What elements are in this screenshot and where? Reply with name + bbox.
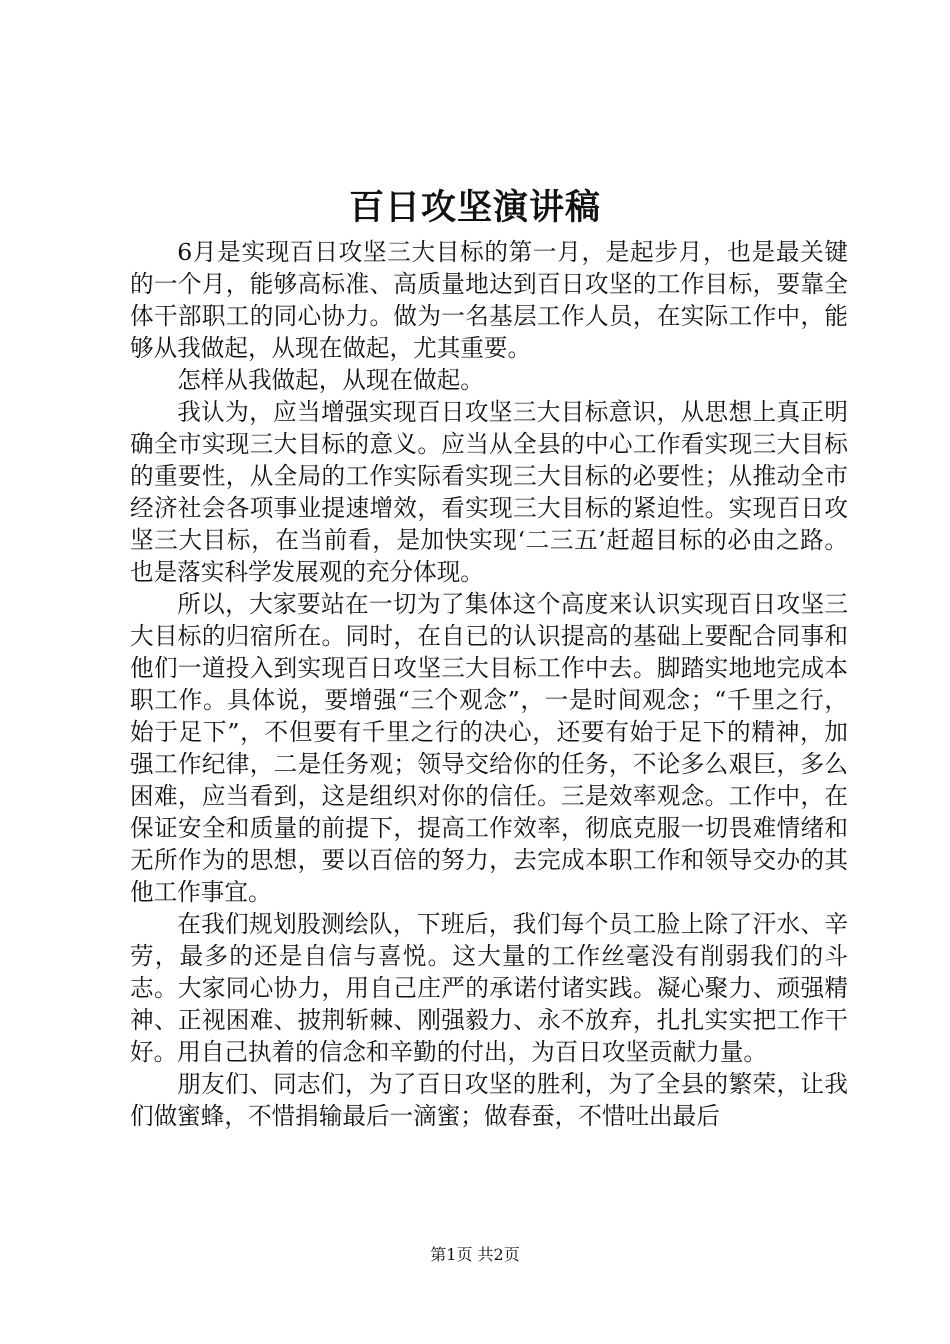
document-title: 百日攻坚演讲稿 — [348, 187, 601, 228]
paragraph-5: 在我们规划股测绘队，下班后，我们每个员工脸上除了汗水、辛劳，最多的还是自信与喜悦。这大量的工作丝毫没有削弱我们的斗志。大家同心协力，用自己庄严的承诺付诸实践。凝心聚力、顽强精神、正视困难、披荆斩棘、刚强毅力、永不放弃，扎扎实实把工作干好。用自己执着的信念和辛勤的付出，为百日攻坚贡献力量。 — [130, 910, 848, 1066]
paragraph-1: 6月是实现百日攻坚三大目标的第一月，是起步月，也是最关键的一个月，能够高标准、高质量地达到百日攻坚的工作目标，要靠全体干部职工的同心协力。做为一名基层工作人员，在实际工作中，能够从我做起，从现在做起，尤其重要。 — [130, 238, 848, 362]
paragraph-2: 怎样从我做起，从现在做起。 — [177, 366, 484, 394]
page-footer: 第1页 共2页 — [430, 1245, 520, 1264]
document-body — [130, 236, 848, 1132]
paragraph-6: 朋友们、同志们，为了百日攻坚的胜利，为了全县的繁荣，让我们做蜜蜂，不惜捐输最后一滴蜜；做春蚕，不惜吐出最后 — [130, 1070, 848, 1130]
paragraph-3: 我认为，应当增强实现百日攻坚三大目标意识，从思想上真正明确全市实现三大目标的意义。应当从全县的中心工作看实现三大目标的重要性，从全局的工作实际看实现三大目标的必要性；从推动全市经济社会各项事业提速增效，看实现三大目标的紧迫性。实现百日攻坚三大目标，在当前看，是加快实现‘二三五’赶超目标的必由之路。也是落实科学发展观的充分体现。 — [130, 398, 848, 586]
paragraph-4: 所以，大家要站在一切为了集体这个高度来认识实现百日攻坚三大目标的归宿所在。同时，在自已的认识提高的基础上要配合同事和他们一道投入到实现百日攻坚三大目标工作中去。脚踏实地地完成本职工作。具体说，要增强“三个观念”，一是时间观念；“千里之行，始于足下”，不但要有千里之行的决心，还要有始于足下的精神，加强工作纪律，二是任务观；领导交给你的任务，不论多么艰巨，多么困难，应当看到，这是组织对你的信任。三是效率观念。工作中，在保证安全和质量的前提下，提高工作效率，彻底克服一切畏难情绪和无所作为的思想，要以百倍的努力，去完成本职工作和领导交办的其他工作事宜。 — [130, 590, 848, 906]
